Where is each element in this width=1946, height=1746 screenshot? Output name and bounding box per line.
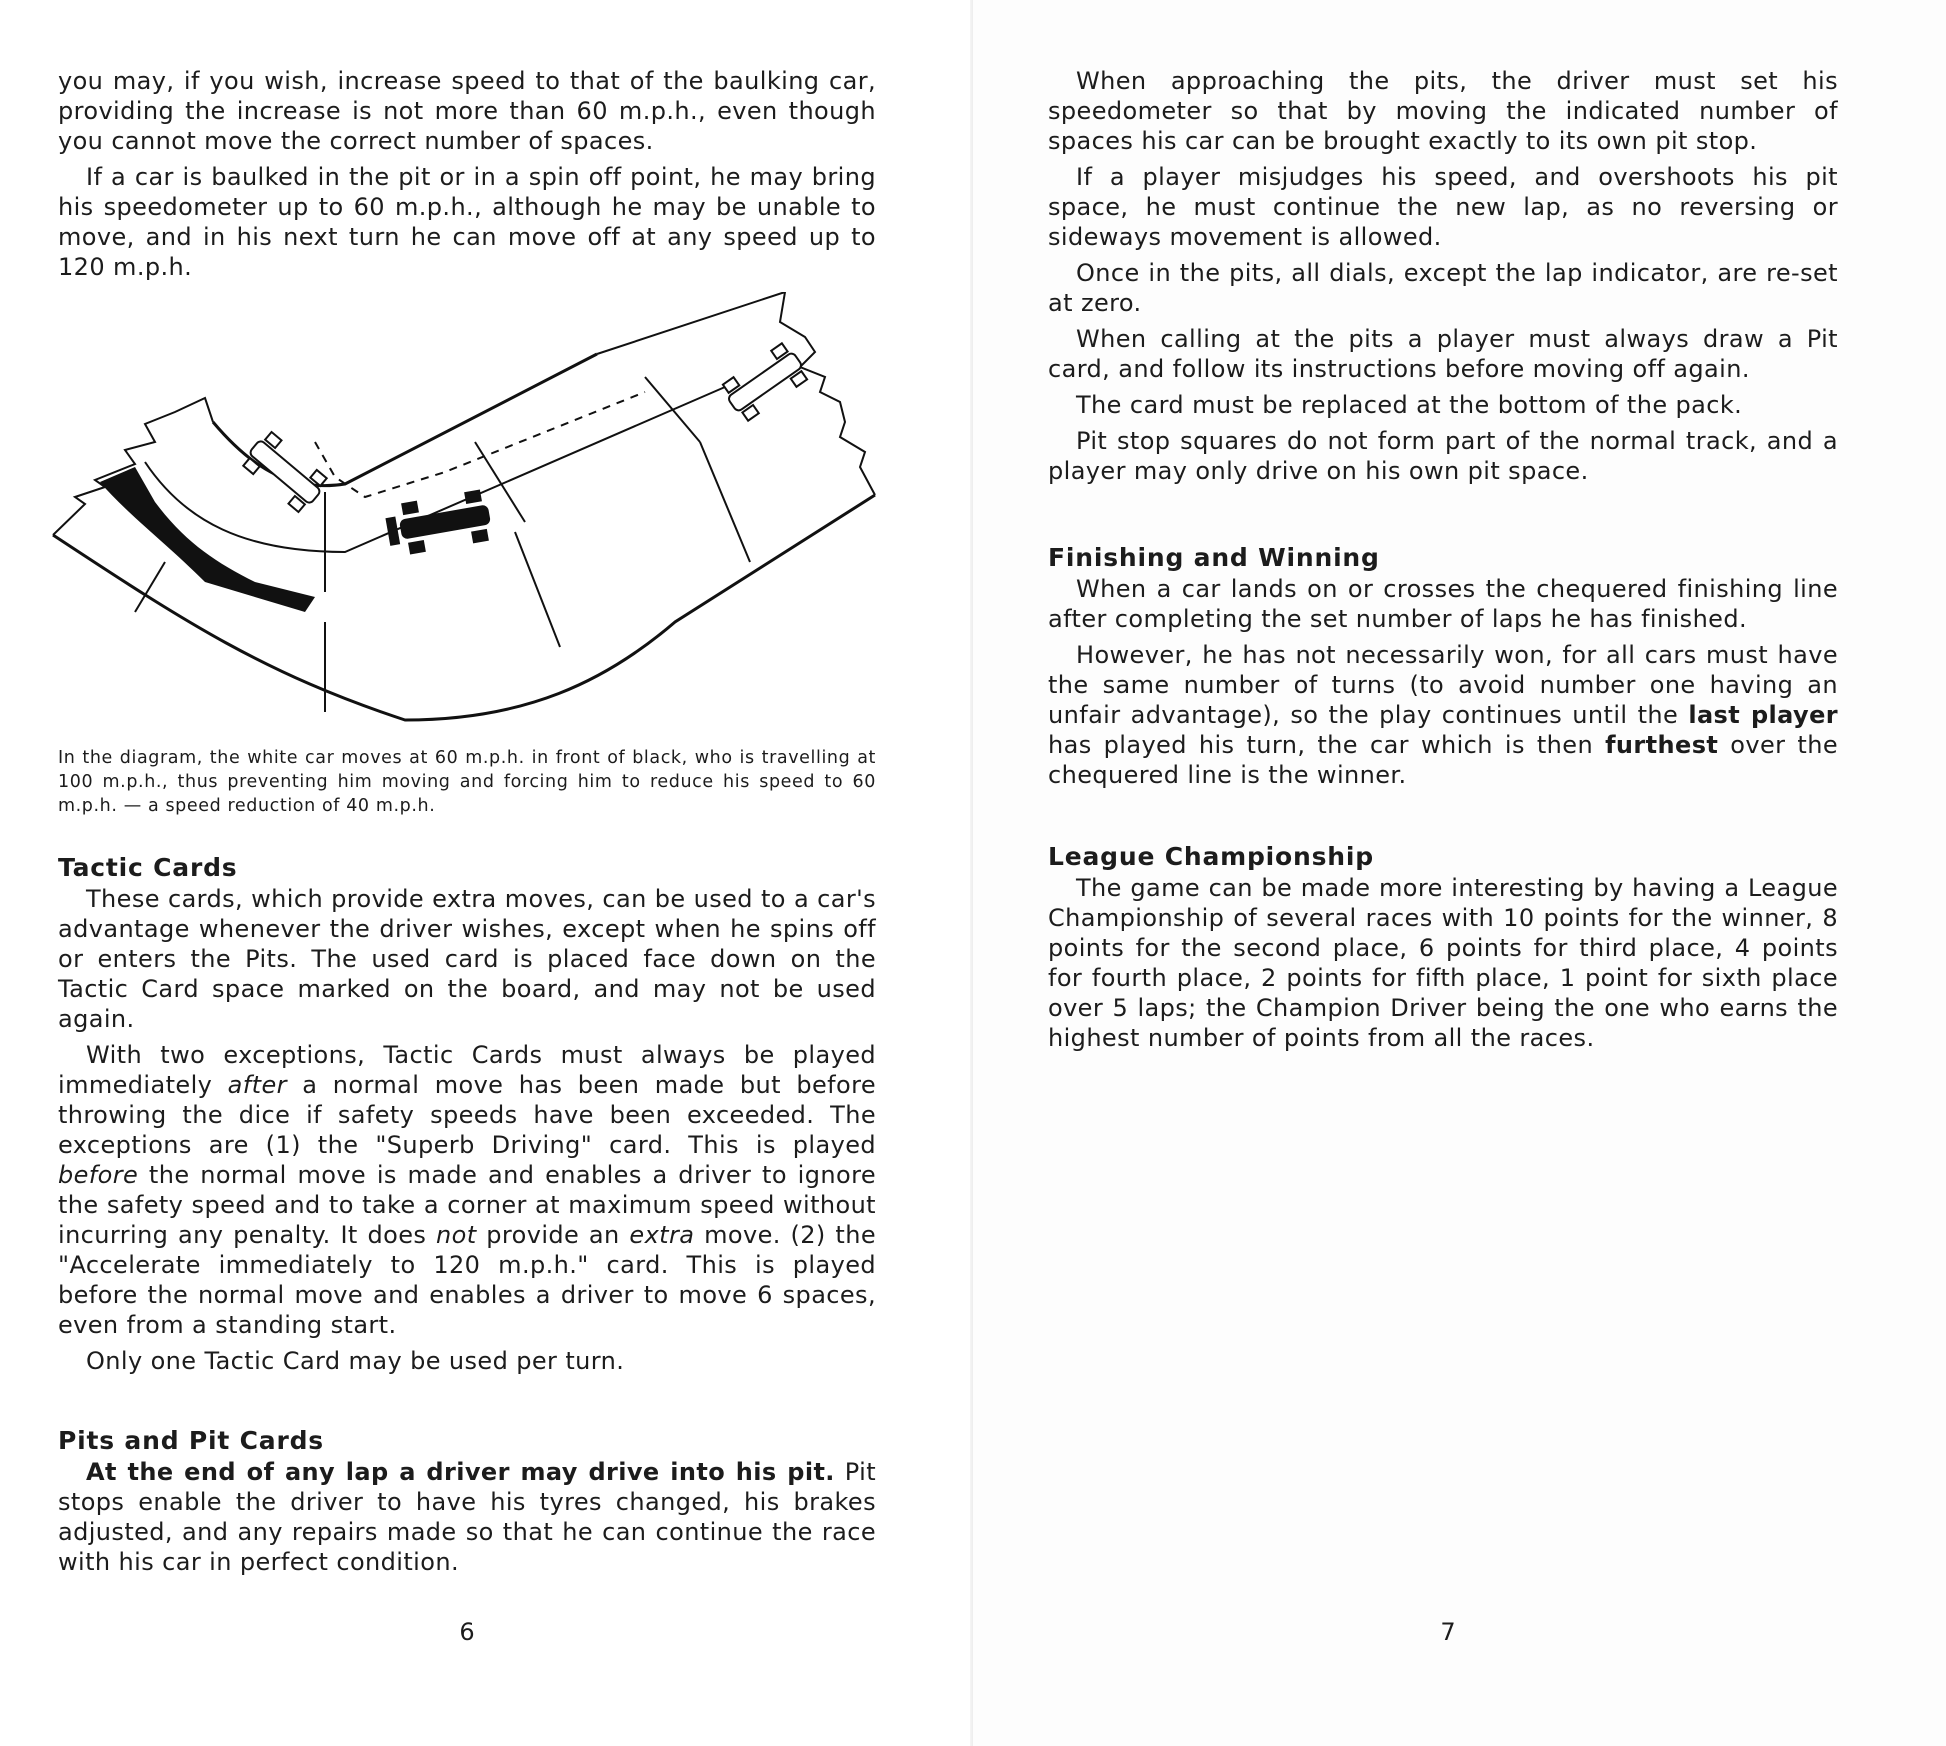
league-heading: League Championship (1048, 842, 1374, 871)
black-pit-zone (100, 467, 315, 612)
league-paragraph: The game can be made more interesting by having a League Championship of several races with 10 points for the winner, 8 points for the second place, 6 points for third place, 4 points for fourth place, 2 points for fifth place, 1 point for sixth place over 5 laps; the Champion Driver being the one who earns the highest number of points from all the races. (1048, 874, 1838, 1052)
finishing-section (1048, 542, 1838, 790)
pit-squares-paragraph: Pit stop squares do not form part of the normal track, and a player may only drive on his own pit space. (1048, 427, 1838, 485)
movement-path (315, 392, 645, 497)
misjudge-paragraph: If a player misjudges his speed, and overshoots his pit space, he must continue the new lap, as no reversing or sideways movement is allowed. (1048, 163, 1838, 251)
tactic-heading: Tactic Cards (58, 853, 238, 882)
page-number-left: 6 (459, 1618, 475, 1646)
tactic-paragraph-3: Only one Tactic Card may be used per turn. (86, 1347, 625, 1375)
right-page (973, 0, 1946, 1746)
finishing-heading: Finishing and Winning (1048, 543, 1380, 572)
reset-paragraph: Once in the pits, all dials, except the lap indicator, are re-set at zero. (1048, 259, 1838, 317)
white-car (720, 341, 811, 423)
cell-divider (515, 532, 560, 647)
finishing-paragraph-2: However, he has not necessarily won, for all cars must have the same number of turns (to avoid number one having an unfair advantage), so the play continues until the last player has played his turn, the car which is then furthest over the chequered line is the winner. (1048, 641, 1838, 789)
track-diagram (45, 292, 885, 732)
white-car-pit (240, 429, 330, 514)
tactic-paragraph-2: With two exceptions, Tactic Cards must always be played immediately after a normal move has been made but before throwing the dice if safety speeds have been exceeded. The exceptions are (1) the "Superb Driving" card. This is played before the normal move is made and enables a driver to ignore the safety speed and to take a corner at maximum speed without incurring any penalty. It does not provide an extra move. (2) the "Accelerate immediately to 120 m.p.h." card. This is played before the normal move and enables a driver to move 6 spaces, even from a standing start. (58, 1041, 877, 1339)
pits-section (58, 1425, 876, 1577)
baulked-paragraph: If a car is baulked in the pit or in a spin off point, he may bring his speedometer up to 60 m.p.h., although he may be unable to move, and in his next turn he can move off at any speed up to 120 m.p.h. (58, 163, 876, 281)
finishing-paragraph-1: When a car lands on or crosses the chequered finishing line after completing the set number of laps he has finished. (1048, 575, 1838, 633)
left-intro-block (58, 66, 876, 282)
league-section (1048, 841, 1838, 1053)
replace-card-paragraph: The card must be replaced at the bottom of the pack. (1076, 391, 1743, 419)
pits-heading: Pits and Pit Cards (58, 1426, 324, 1455)
pits-paragraph: At the end of any lap a driver may drive into his pit. Pit stops enable the driver to have his tyres changed, his brakes adjusted, and any repairs made so that he can continue the race with his car in perfect condition. (58, 1458, 877, 1576)
tactic-section (58, 852, 876, 1376)
pits-continued-block (1048, 66, 1838, 486)
page-number-right: 7 (1440, 1618, 1456, 1646)
tactic-paragraph-1: These cards, which provide extra moves, can be used to a car's advantage whenever the driver wishes, except when he spins off or enters the Pits. The used card is placed face down on the Tactic Card space marked on the board, and may not be used again. (58, 885, 876, 1033)
black-car (383, 489, 493, 558)
cell-divider (645, 377, 700, 442)
diagram-caption-block (58, 746, 876, 818)
cell-divider (700, 442, 750, 562)
diagram-caption: In the diagram, the white car moves at 60 m.p.h. in front of black, who is travelling at 100 m.p.h., thus preventing him moving and forcing him to reduce his speed to 60 m.p.h. — a speed reduction of 40 m.p.h. (58, 748, 876, 816)
pit-card-paragraph: When calling at the pits a player must always draw a Pit card, and follow its instructions before moving off again. (1048, 325, 1838, 383)
approach-paragraph: When approaching the pits, the driver must set his speedometer so that by moving the indicated number of spaces his car can be brought exactly to its own pit stop. (1048, 67, 1838, 155)
intro-paragraph: you may, if you wish, increase speed to that of the baulking car, providing the increase is not more than 60 m.p.h., even though you cannot move the correct number of spaces. (58, 67, 876, 155)
